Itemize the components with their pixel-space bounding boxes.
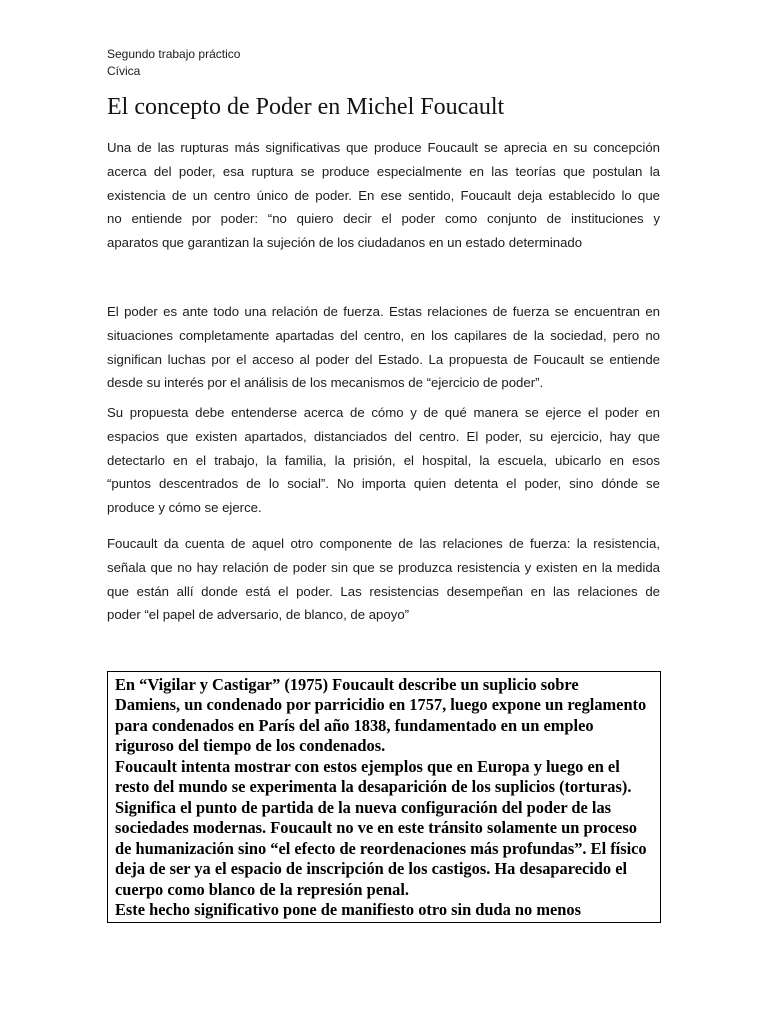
paragraph-line: detectarlo en el trabajo, la familia, la prisión, el hospital, la escuela, ubicarlo en esos xyxy=(107,452,660,468)
paragraph-line: aparatos que garantizan la sujeción de los ciudadanos en un estado determinado xyxy=(107,235,583,251)
quote-box-line: Damiens, un condenado por parricidio en 1757, luego expone un reglamento xyxy=(115,695,647,715)
paragraph-line: situaciones completamente apartadas del centro, en los capilares de la sociedad, pero no xyxy=(107,327,660,343)
paragraph-line: significan luchas por el acceso al poder del Estado. La propuesta de Foucault se entiende xyxy=(107,351,660,367)
quote-box-line: Este hecho significativo pone de manifiesto otro sin duda no menos xyxy=(115,899,581,919)
quote-box-line: sociedades modernas. Foucault no ve en este tránsito solamente un proceso xyxy=(115,818,637,838)
quote-box-line: deja de ser ya el espacio de inscripción de los castigos. Ha desaparecido el xyxy=(115,859,628,879)
header-assignment-label: Segundo trabajo práctico xyxy=(107,47,241,61)
quote-box-line: para condenados en París del año 1838, fundamentado en un empleo xyxy=(115,715,594,735)
paragraph-line: poder “el papel de adversario, de blanco, de apoyo” xyxy=(107,607,410,623)
paragraph-line: produce y cómo se ejerce. xyxy=(107,500,262,516)
paragraph-line: espacios que existen apartados, distanciados del centro. El poder, su ejercicio, hay que xyxy=(107,428,660,444)
paragraph-line: Foucault da cuenta de aquel otro componente de las relaciones de fuerza: la resistencia, xyxy=(107,536,660,551)
quote-box-line: de humanización sino “el efecto de reordenaciones más profundas”. El físico xyxy=(115,838,647,858)
document-title: El concepto de Poder en Michel Foucault xyxy=(107,94,505,120)
body-paragraph xyxy=(107,532,660,627)
paragraph-line: “puntos descentrados de lo social”. No importa quien detenta el poder, sino dónde se xyxy=(107,476,660,492)
body-paragraph xyxy=(107,136,660,255)
quote-box-line: En “Vigilar y Castigar” (1975) Foucault describe un suplicio sobre xyxy=(115,675,579,694)
quote-box-line: cuerpo como blanco de la represión penal. xyxy=(115,879,409,899)
quote-box-line: Foucault intenta mostrar con estos ejemplos que en Europa y luego en el xyxy=(115,756,620,776)
paragraph-line: Su propuesta debe entenderse acerca de cómo y de qué manera se ejerce el poder en xyxy=(107,405,660,420)
quote-box-line: resto del mundo se experimenta la desaparición de los suplicios (torturas). xyxy=(115,777,632,797)
paragraph-line: existencia de un centro único de poder. En ese sentido, Foucault deja establecido lo que xyxy=(107,187,660,203)
paragraph-line: Una de las rupturas más significativas que produce Foucault se aprecia en su concepción xyxy=(107,140,660,155)
paragraph-line: desde su interés por el análisis de los mecanismos de “ejercicio de poder”. xyxy=(107,375,544,391)
body-paragraph xyxy=(107,401,660,520)
paragraph-line: no entiende por poder: “no quiero decir el poder como conjunto de instituciones y xyxy=(107,211,660,227)
paragraph-line: señala que no hay relación de poder sin que se produzca resistencia y existen en la medida xyxy=(107,559,660,575)
quote-box-line: riguroso del tiempo de los condenados. xyxy=(115,736,386,756)
header-subject-label: Cívica xyxy=(107,64,141,78)
quote-box-line: Significa el punto de partida de la nueva configuración del poder de las xyxy=(115,797,612,817)
paragraph-line: El poder es ante todo una relación de fuerza. Estas relaciones de fuerza se encuentran en xyxy=(107,304,660,319)
quote-box xyxy=(107,671,661,923)
document-header xyxy=(107,46,240,80)
paragraph-line: acerca del poder, esa ruptura se produce especialmente en las teorías que postulan la xyxy=(107,163,660,179)
paragraph-line: que están allí donde está el poder. Las resistencias desempeñan en las relaciones de xyxy=(107,583,660,599)
body-paragraph xyxy=(107,300,660,395)
